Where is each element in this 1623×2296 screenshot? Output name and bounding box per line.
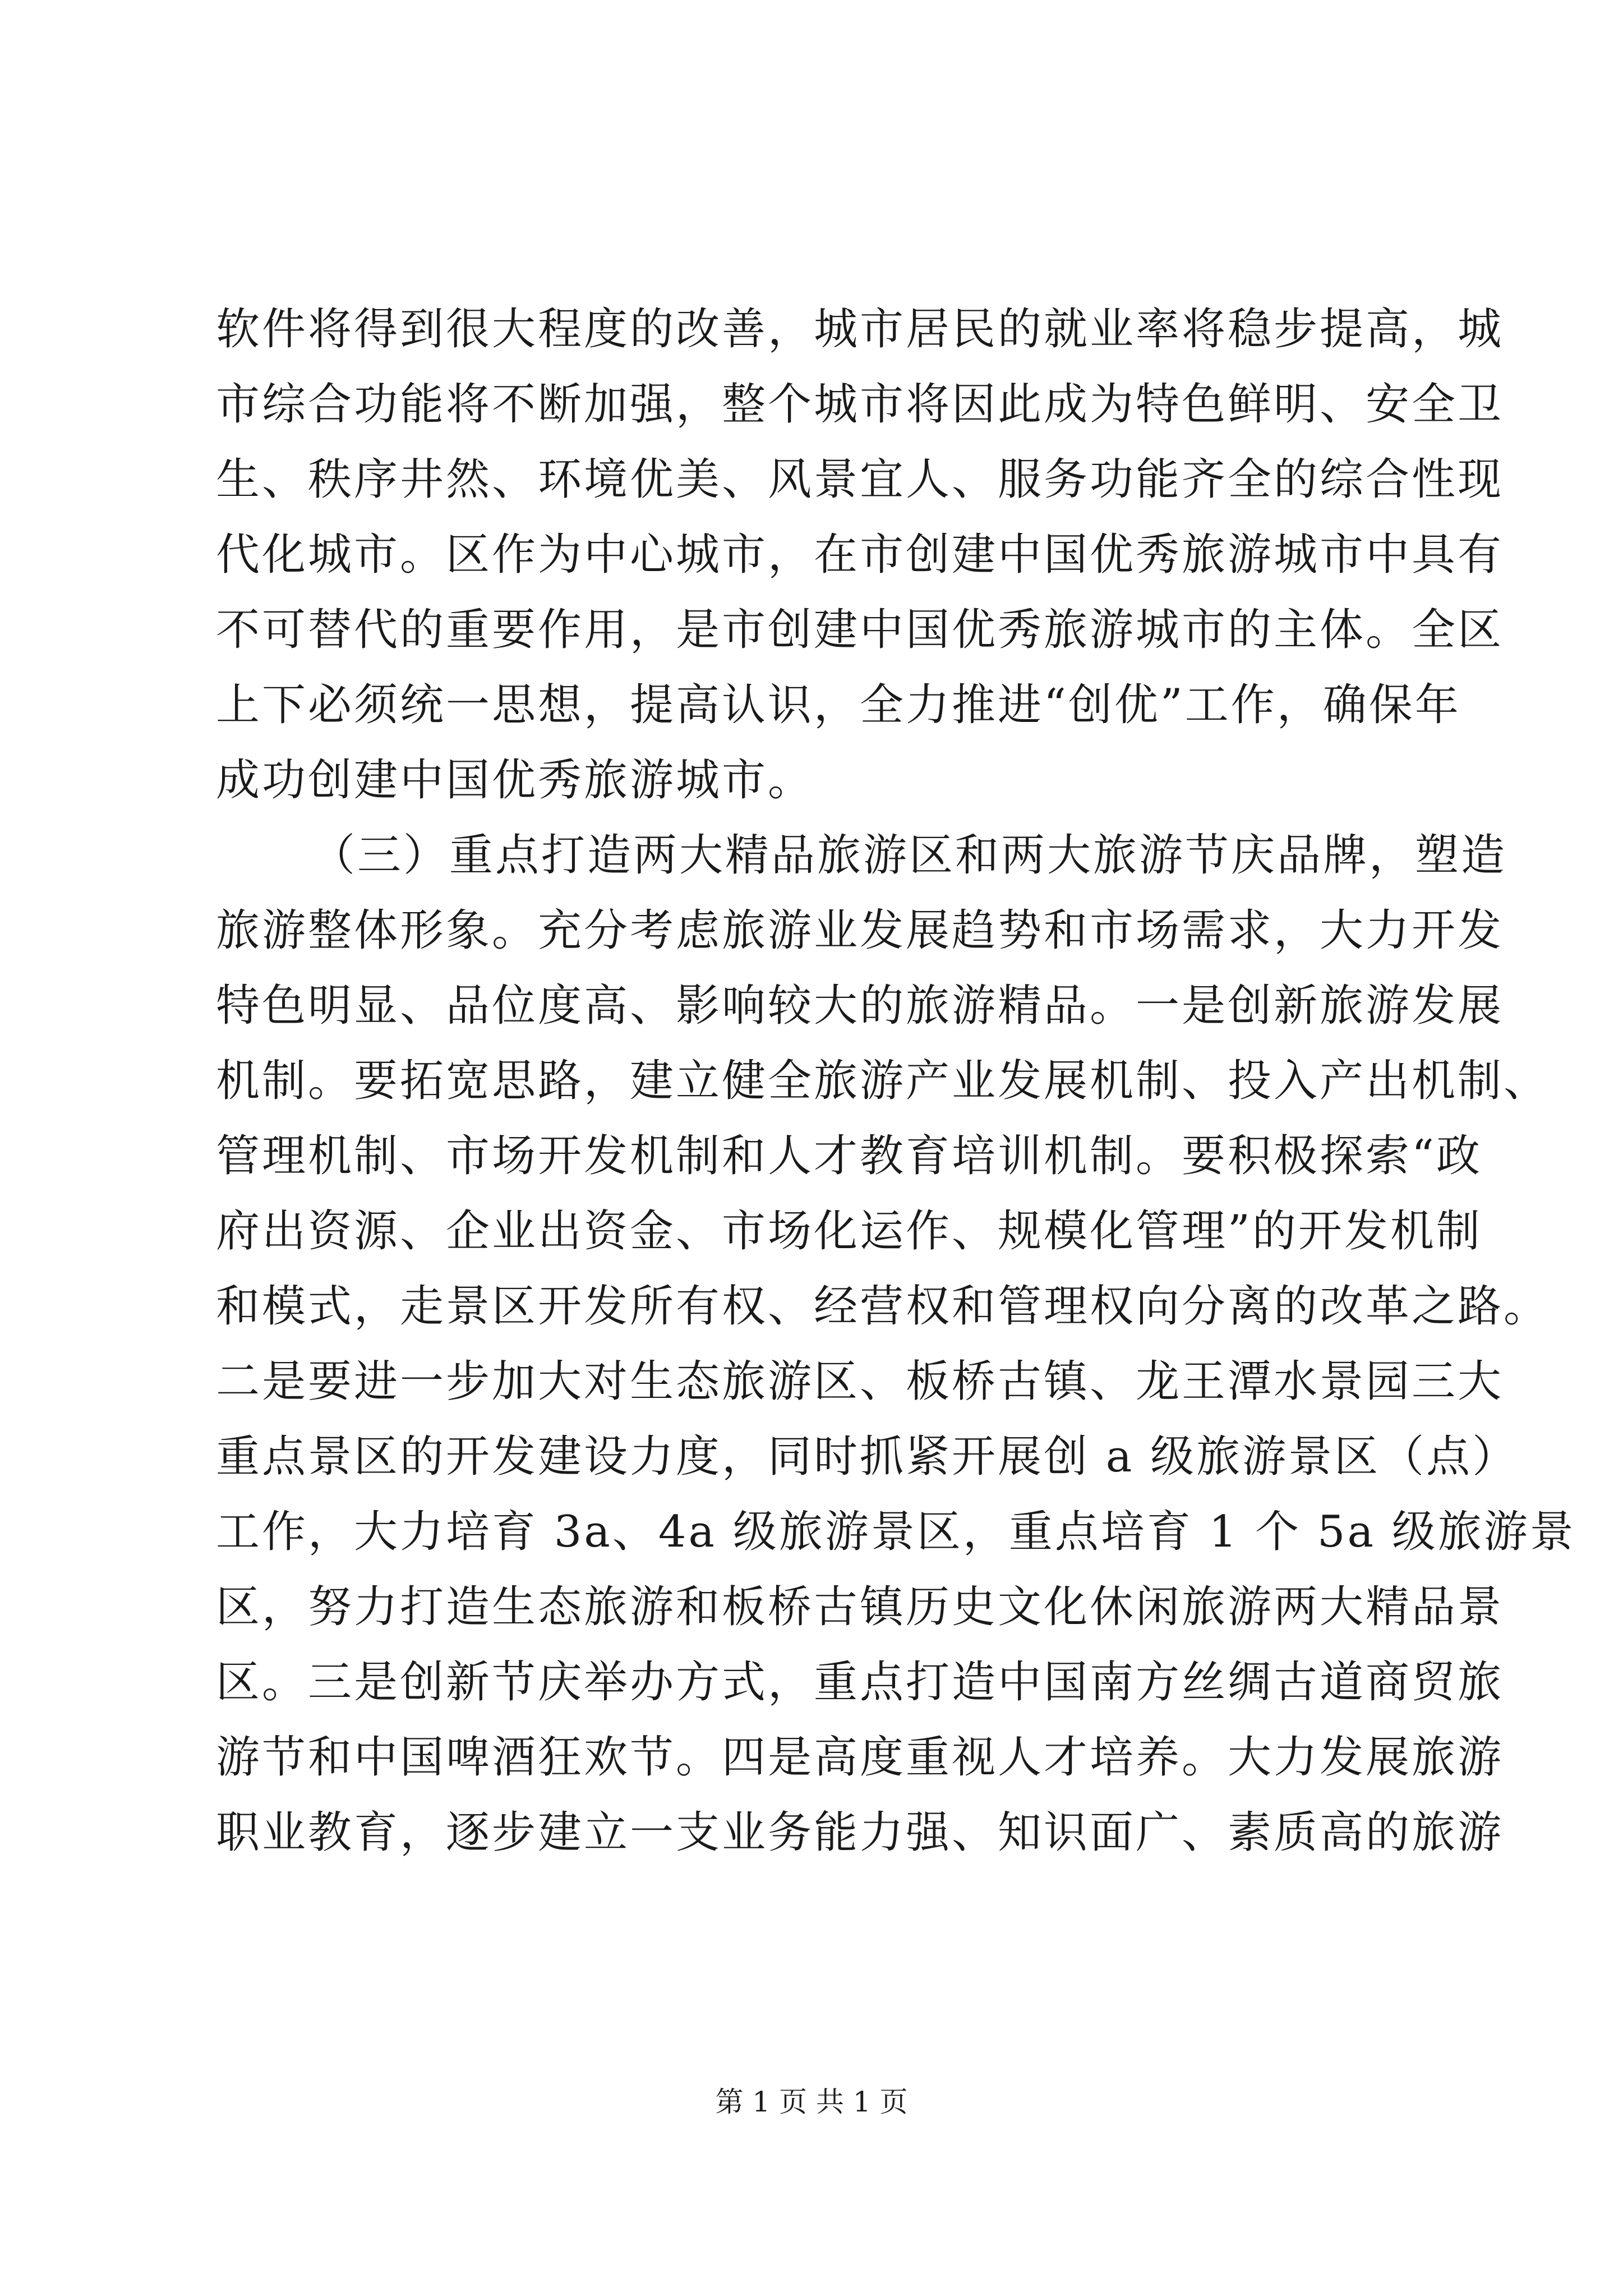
text-line: 职业教育，逐步建立一支业务能力强、知识面广、素质高的旅游 [216,1807,1504,1858]
text-line: 软件将得到很大程度的改善，城市居民的就业率将稳步提高，城 [216,304,1504,355]
text-line: 生、秩序井然、环境优美、风景宜人、服务功能齐全的综合性现 [216,454,1504,505]
text-line: 二是要进一步加大对生态旅游区、板桥古镇、龙王潭水景园三大 [216,1356,1504,1407]
text-line: 区。三是创新节庆举办方式，重点打造中国南方丝绸古道商贸旅 [216,1657,1504,1708]
text-line: 不可替代的重要作用，是市创建中国优秀旅游城市的主体。全区 [216,605,1504,655]
text-line: 管理机制、市场开发机制和人才教育培训机制。要积极探索“政 [216,1131,1482,1181]
document-body [216,292,1576,1870]
section-heading-line: （三）重点打造两大精品旅游区和两大旅游节庆品牌，塑造 [311,830,1507,881]
text-line: 府出资源、企业出资金、市场化运作、规模化管理”的开发机制 [216,1206,1482,1257]
text-line: 上下必须统一思想，提高认识，全力推进“创优”工作，确保年 [216,680,1461,730]
page-number: 第 1 页 共 1 页 [715,2086,908,2118]
text-line: 成功创建中国优秀旅游城市。 [216,755,814,806]
text-line: 特色明显、品位度高、影响较大的旅游精品。一是创新旅游发展 [216,981,1504,1031]
text-line: 代化城市。区作为中心城市，在市创建中国优秀旅游城市中具有 [216,530,1504,580]
text-line: 和模式，走景区开发所有权、经营权和管理权向分离的改革之路。 [216,1281,1550,1332]
text-line: 市综合功能将不断加强，整个城市将因此成为特色鲜明、安全卫 [216,379,1504,430]
text-line: 机制。要拓宽思路，建立健全旅游产业发展机制、投入产出机制、 [216,1056,1550,1106]
text-line: 区，努力打造生态旅游和板桥古镇历史文化休闲旅游两大精品景 [216,1582,1504,1632]
text-line: 旅游整体形象。充分考虑旅游业发展趋势和市场需求，大力开发 [216,905,1504,956]
text-line: 游节和中国啤酒狂欢节。四是高度重视人才培养。大力发展旅游 [216,1732,1504,1783]
text-line: 重点景区的开发建设力度，同时抓紧开展创 a 级旅游景区（点） [216,1432,1519,1482]
text-line: 工作，大力培育 3a、4a 级旅游景区，重点培育 1 个 5a 级旅游景 [216,1507,1576,1557]
page-footer [0,2082,1623,2122]
